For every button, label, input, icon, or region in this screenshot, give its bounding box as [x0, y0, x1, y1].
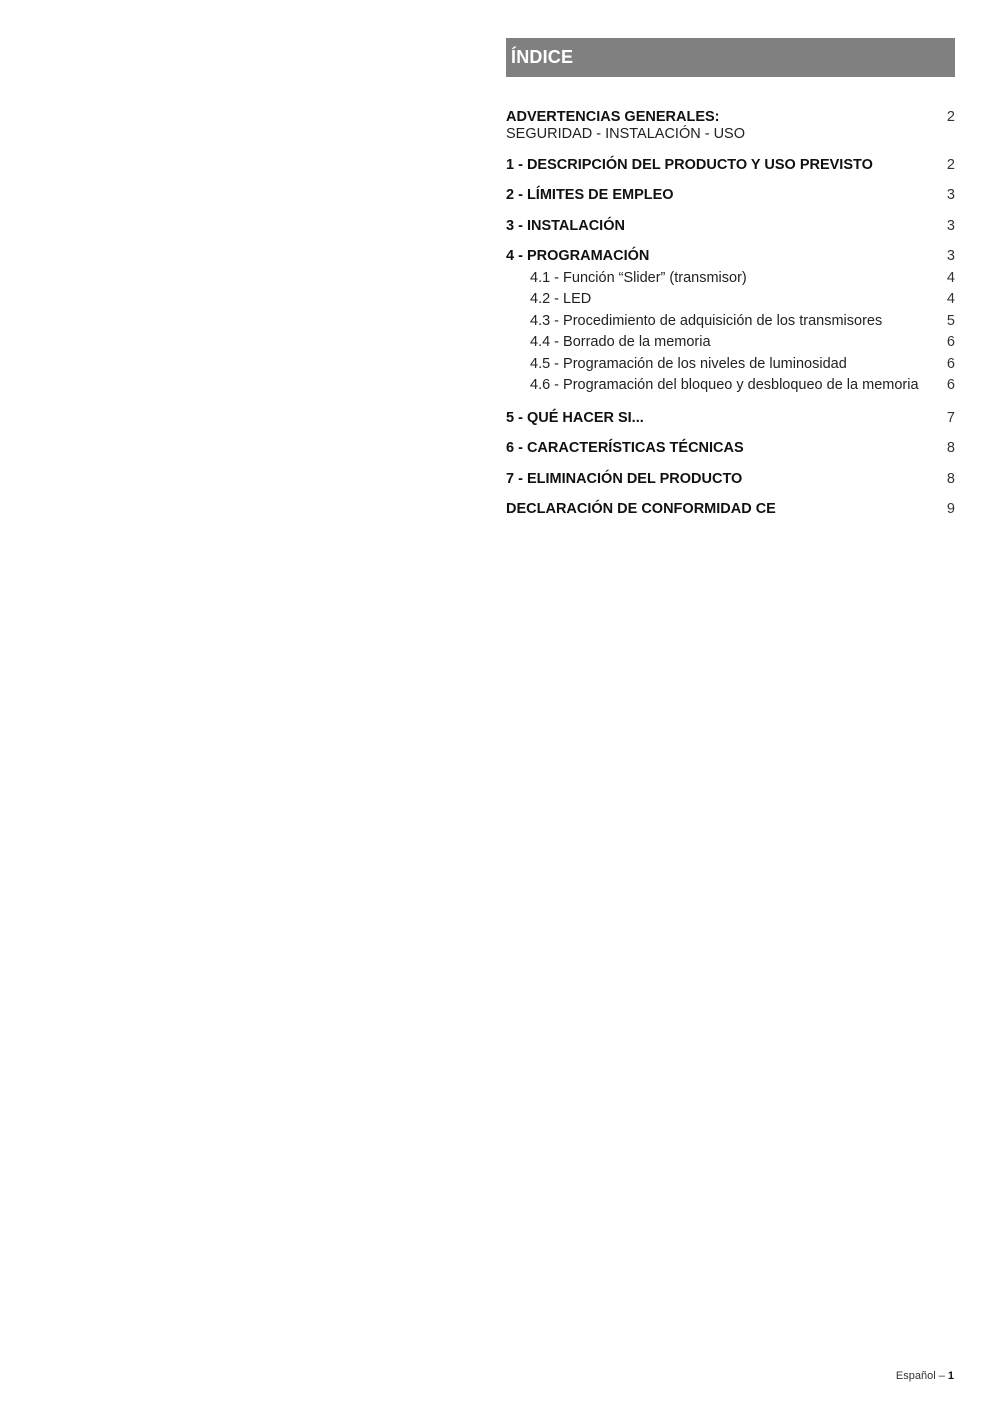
- toc-entry-section-5[interactable]: [506, 410, 955, 427]
- toc-page-number: 6: [946, 355, 955, 372]
- toc-entry-label: 1 - DESCRIPCIÓN DEL PRODUCTO Y USO PREVISTO: [506, 156, 873, 173]
- toc-page-number: 5: [946, 312, 955, 329]
- toc-entry-label: 2 - LÍMITES DE EMPLEO: [506, 187, 674, 203]
- toc-subentry-label: 4.1 - Función “Slider” (transmisor): [530, 270, 747, 286]
- toc-entry-label: DECLARACIÓN DE CONFORMIDAD CE: [506, 501, 776, 518]
- toc-entry-label: 4 - PROGRAMACIÓN: [506, 248, 650, 264]
- toc-page-number: 7: [946, 409, 955, 426]
- toc-entry-label: 7 - ELIMINACIÓN DEL PRODUCTO: [506, 470, 743, 487]
- table-of-contents: [506, 38, 955, 518]
- toc-subentry-label: 4.5 - Programación de los niveles de luminosidad: [530, 355, 847, 372]
- toc-entry-section-3[interactable]: [506, 218, 955, 235]
- footer-page-number: 1: [947, 1370, 954, 1382]
- toc-subentry-4-3[interactable]: [506, 311, 955, 332]
- toc-entry-label: 5 - QUÉ HACER SI...: [506, 409, 644, 426]
- toc-entry-section-6[interactable]: [506, 440, 955, 457]
- toc-entry-section-2[interactable]: [506, 187, 955, 204]
- toc-page-number: 4: [946, 291, 955, 308]
- toc-entry-warnings-label: [506, 109, 745, 143]
- title-bar: [506, 38, 955, 77]
- toc-entry-label: 6 - CARACTERÍSTICAS TÉCNICAS: [506, 440, 744, 457]
- toc-page-number: 3: [946, 248, 955, 264]
- toc-entry-warnings-line1: ADVERTENCIAS GENERALES:: [506, 109, 720, 125]
- toc-subentry-4-6[interactable]: [506, 375, 955, 396]
- footer-language: Español –: [895, 1370, 948, 1382]
- toc-subentry-label: 4.6 - Programación del bloqueo y desbloqueo de la memoria: [530, 377, 919, 394]
- toc-entry-warnings-line2: SEGURIDAD - INSTALACIÓN - USO: [506, 126, 746, 142]
- toc-page-number: 8: [946, 440, 955, 457]
- toc-subentry-4-5[interactable]: [506, 354, 955, 375]
- toc-entry-section-1[interactable]: [506, 157, 955, 174]
- toc-entry-warnings[interactable]: [506, 109, 955, 143]
- toc-page-number: 6: [946, 334, 955, 351]
- toc-subentry-4-1[interactable]: [506, 268, 955, 289]
- toc-subentry-4-2[interactable]: [506, 289, 955, 310]
- toc-page-number: 2: [946, 156, 955, 173]
- page-title: ÍNDICE: [511, 47, 574, 67]
- toc-page-number: 9: [946, 501, 955, 518]
- toc-subentry-label: 4.2 - LED: [530, 291, 592, 308]
- toc-page-number: 6: [946, 377, 955, 394]
- toc-page-number: 3: [946, 187, 955, 203]
- toc-page-number: 4: [946, 270, 955, 286]
- page-footer: [896, 1370, 954, 1382]
- toc-entry-section-7[interactable]: [506, 471, 955, 488]
- toc-entry-label: 3 - INSTALACIÓN: [506, 217, 625, 234]
- toc-subentry-label: 4.4 - Borrado de la memoria: [530, 334, 711, 351]
- toc-page-number: 2: [946, 109, 955, 125]
- toc-subsection-list: [506, 268, 955, 396]
- toc-list: [506, 109, 955, 518]
- toc-page-number: 8: [946, 470, 955, 487]
- toc-entry-declaration[interactable]: [506, 501, 955, 518]
- toc-subentry-4-4[interactable]: [506, 332, 955, 353]
- toc-subentry-label: 4.3 - Procedimiento de adquisición de los transmisores: [530, 312, 883, 329]
- toc-page-number: 3: [946, 217, 955, 234]
- toc-entry-section-4[interactable]: [506, 248, 955, 265]
